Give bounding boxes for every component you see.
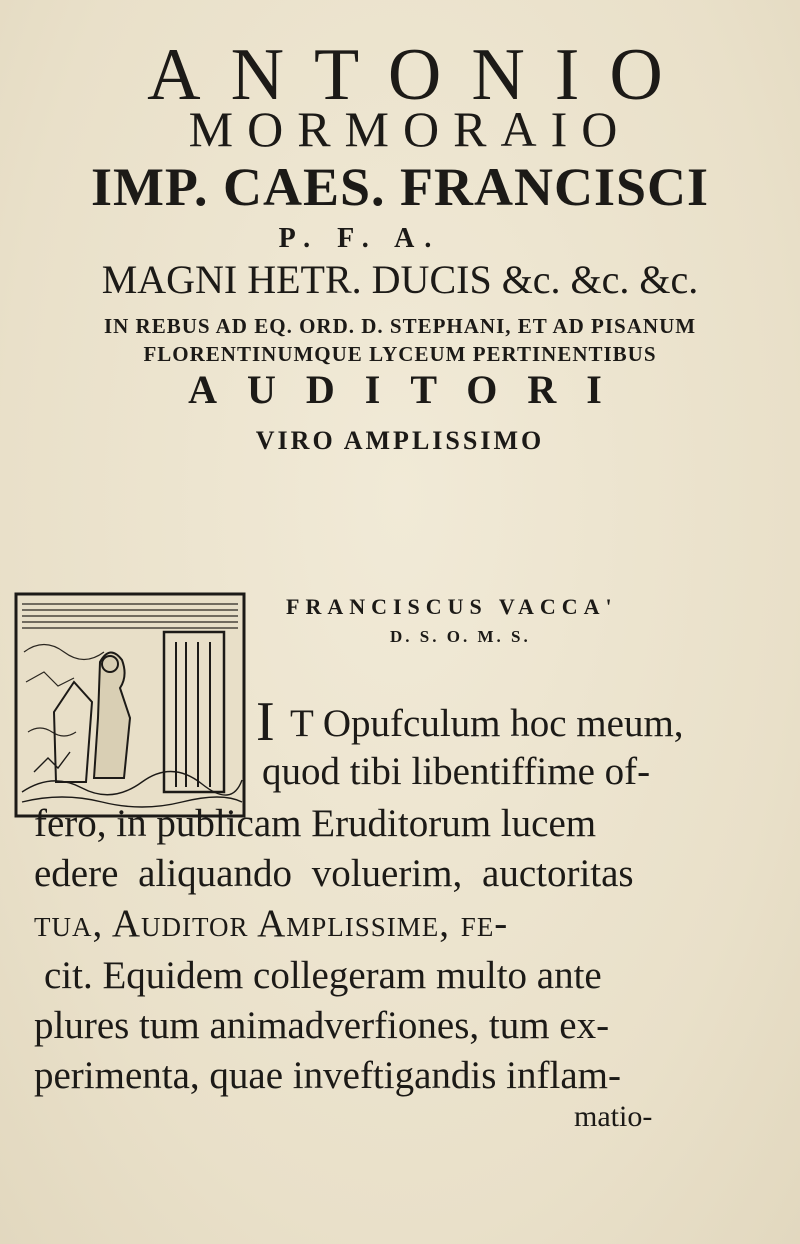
body-line-6: cit. Equidem collegeram multo ante (44, 954, 602, 997)
body-line-8: perimenta, quae inveftigandis inflam- (34, 1054, 621, 1097)
signature-abbrev: D. S. O. M. S. (390, 627, 531, 646)
dedication-surname: MORMORAIO (188, 101, 632, 157)
dedication-salutation: VIRO AMPLISSIMO (255, 426, 545, 455)
dedication-office-2: FLORENTINUMQUE LYCEUM PERTINENTIBUS (143, 342, 657, 366)
body-line-7: plures tum animadverfiones, tum ex- (34, 1004, 610, 1047)
body-line-3: fero, in publicam Eruditorum lucem (34, 802, 597, 845)
drop-cap: I (256, 691, 275, 753)
body-line-2: quod tibi libentiffime of- (262, 750, 651, 793)
woodcut-initial-icon (14, 592, 246, 818)
catchword: matio- (574, 1100, 653, 1133)
dedication-duke: MAGNI HETR. DUCIS &c. &c. &c. (101, 257, 699, 302)
signature-name: FRANCISCUS VACCA' (286, 594, 618, 619)
body-line-4: edere aliquando voluerim, auctoritas (34, 852, 634, 895)
dedication-abbrev: P. F. A. (278, 223, 442, 254)
dedication-office-1: IN REBUS AD EQ. ORD. D. STEPHANI, ET AD PISANUM (103, 314, 697, 338)
dedication-title: IMP. CAES. FRANCISCI (90, 157, 710, 217)
body-line-1: T Opufculum hoc meum, (290, 702, 684, 745)
dedication-name: ANTONIO (147, 34, 693, 116)
body-line-5: tua, Auditor Amplissime, fe- (34, 902, 509, 945)
dedication-auditor: AUDITORI (188, 367, 632, 412)
